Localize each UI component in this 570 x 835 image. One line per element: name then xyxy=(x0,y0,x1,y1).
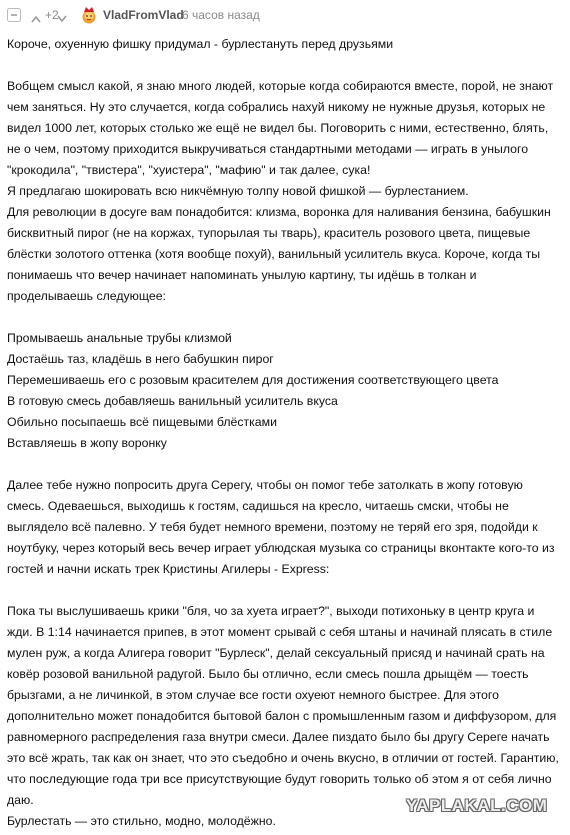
comment-list-item: Обильно посыпаешь всё пищевыми блёстками xyxy=(7,415,277,429)
comment-paragraph: Далее тебе нужно попросить друга Серегу, чтобы он помог тебе затолкать в жопу готовую смесь. Одеваешься, выходишь к гостям, садишься на кресло, читаешь смски, чтобы не выглядело всё палевно. У тебя будет немного времени, поэтому не теряй его зря, подойди к ноутбуку, через который весь вечер играет ублюдская музыка со страницы вконтакте кого-то из гостей и начни искать трек Кристины Агилеры - Express: xyxy=(7,478,558,576)
comment-score: +2 xyxy=(45,8,59,22)
comment-author[interactable]: VladFromVlad xyxy=(103,8,184,22)
comment-paragraph xyxy=(7,454,563,475)
comment-list-item: Вставляешь в жопу воронку xyxy=(7,436,167,450)
comment-list-item: Промываешь анальные трубы клизмой xyxy=(7,331,232,345)
collapse-icon[interactable] xyxy=(7,8,21,22)
comment-header xyxy=(0,0,570,32)
vote-up-icon[interactable] xyxy=(31,12,41,20)
comment-paragraph: Для революции в досуге вам понадобится: клизма, воронка для наливания бензина, бабушкин бисквитный пирог (не на коржах, тупорылая ты тварь), краситель розового цвета, пищевые блёстки золотого оттенка (хотя вообще похуй), ванильный усилитель вкуса. Короче, когда ты понимаешь что вечер начинает напоминать унылую картину, ты идёшь в толкан и проделываешь следующее: xyxy=(7,205,555,303)
comment-paragraph xyxy=(7,307,563,328)
comment-list-item: Перемешиваешь его с розовым красителем для достижения соответствующего цвета xyxy=(7,373,499,387)
vote-down-icon[interactable] xyxy=(57,12,67,20)
comment-body xyxy=(7,34,563,832)
site-watermark: YAPLAKAL.COM xyxy=(406,796,548,815)
comment-list-item: Достаёшь таз, кладёшь в него бабушкин пирог xyxy=(7,352,274,366)
comment-paragraph xyxy=(7,580,563,601)
user-avatar-icon[interactable] xyxy=(81,6,97,24)
comment-paragraph: Короче, охуенную фишку придумал - бурлестануть перед друзьями xyxy=(7,37,394,51)
comment-paragraph xyxy=(7,55,563,76)
comment-paragraph: Бурлестать — это стильно, модно, молодёжно. xyxy=(7,814,276,828)
comment-list-item: В готовую смесь добавляешь ванильный усилитель вкуса xyxy=(7,394,338,408)
comment-paragraph: Я предлагаю шокировать всю никчёмную толпу новой фишкой — бурлестанием. xyxy=(7,184,469,198)
comment-paragraph: Вобщем смысл какой, я знаю много людей, которые когда собираются вместе, порой, не знают чем заняться. Ну это случается, когда собрались нахуй никому не нужные друзья, которых не видел 1000 лет, которых столько же ещё не видел бы. Поговорить с ними, естественно, блять, не о чем, поэтому приходится выкручиваться стандартными методами — играть в унылого "крокодила", "твистера", "хуистера", "мафию" и так далее, сука! xyxy=(7,79,557,177)
comment-timestamp[interactable]: 6 часов назад xyxy=(182,8,260,22)
comment-paragraph: Пока ты выслушиваешь крики "бля, чо за хуета играет?", выходи потихоньку в центр круга и жди. В 1:14 начинается припев, в этот момент срывай с себя штаны и начинай плясать в стиле мулен руж, а когда Алигера говорит "Бурлеск", делай сексуальный присяд и начинай срать на ковёр розовой ванильной радугой. Было бы отлично, если смесь пошла дрыщём — тоесть брызгами, а не личинкой, в этом случае все гости охуеют немного быстрее. Для этого дополнительно может понадобится бытовой балон с промышленным газом и диффузором, для равномерного распределения газа внутри смеси. Далее пиздато было бы другу Сереге начать это всё жрать, так как он знает, что это съедобно и очень вкусно, в отличии от гостей. Гарантию, что последующие года три все присутствующие будут говорить только об этом я от себя лично даю. xyxy=(7,604,563,807)
